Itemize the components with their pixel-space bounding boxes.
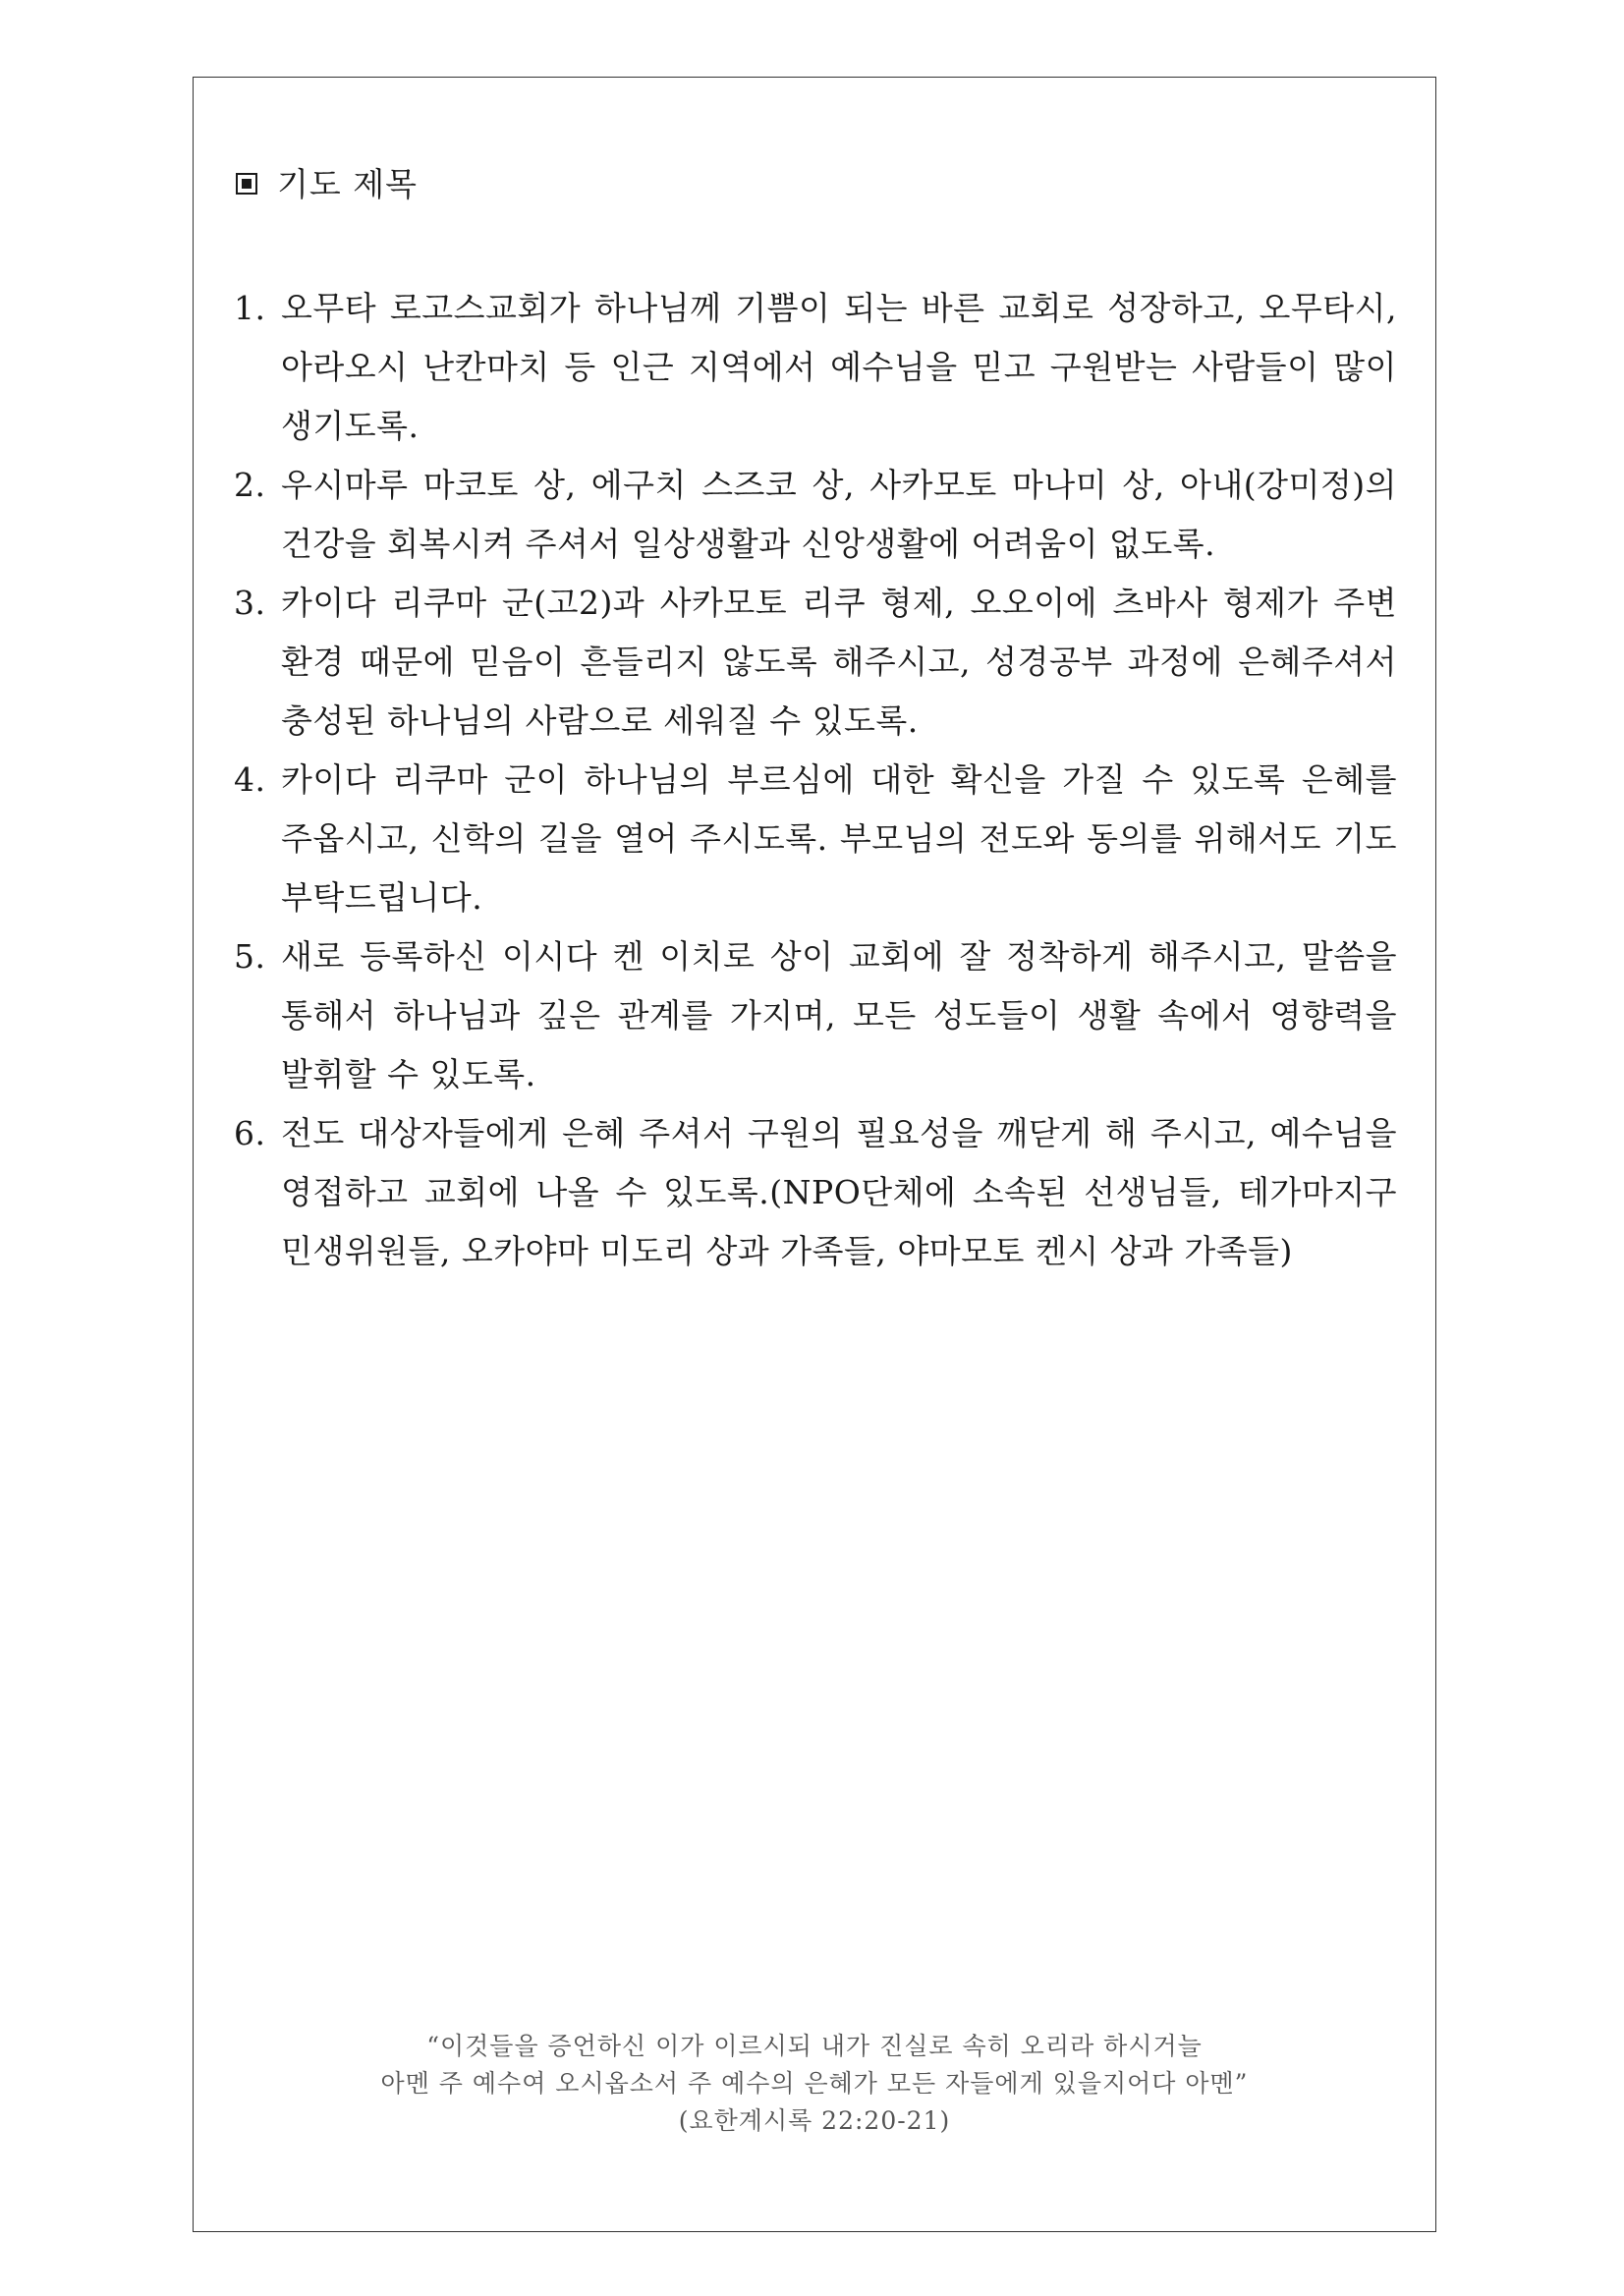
prayer-item-number: 2. bbox=[234, 466, 266, 504]
scripture-reference: (요한계시록 22:20-21) bbox=[678, 2106, 951, 2135]
prayer-item-text: 카이다 리쿠마 군(고2)과 사카모토 리쿠 형제, 오오이에 츠바사 형제가 주변 환경 때문에 믿음이 흔들리지 않도록 해주시고, 성경공부 과정에 은혜주셔서 충성된 하나님의 사람으로 세워질 수 있도록. bbox=[281, 584, 1397, 740]
prayer-item-text: 새로 등록하신 이시다 켄 이치로 상이 교회에 잘 정착하게 해주시고, 말씀을 통해서 하나님과 깊은 관계를 가지며, 모든 성도들이 생활 속에서 영향력을 발휘할 수 있도록. bbox=[281, 937, 1397, 1093]
scripture-quote-line-2: 아멘 주 예수여 오시옵소서 주 예수의 은혜가 모든 자들에게 있을지어다 아멘” bbox=[380, 2069, 1249, 2098]
prayer-item-text: 전도 대상자들에게 은혜 주셔서 구원의 필요성을 깨닫게 해 주시고, 예수님을 영접하고 교회에 나올 수 있도록.(NPO단체에 소속된 선생님들, 테가마지구 민생위원들, 오카야마 미도리 상과 가족들, 야마모토 켄시 상과 가족들) bbox=[281, 1114, 1397, 1270]
prayer-item-1 bbox=[234, 279, 1397, 456]
prayer-item-6 bbox=[234, 1104, 1397, 1281]
prayer-item-number: 3. bbox=[234, 584, 266, 622]
prayer-item-number: 5. bbox=[234, 937, 266, 976]
scripture-quote bbox=[193, 2028, 1436, 2140]
prayer-item-number: 1. bbox=[234, 289, 266, 327]
prayer-item-3 bbox=[234, 574, 1397, 751]
prayer-item-4 bbox=[234, 751, 1397, 927]
prayer-list bbox=[234, 279, 1397, 1281]
scripture-quote-line-1: “이것들을 증언하신 이가 이르시되 내가 진실로 속히 오리라 하시거늘 bbox=[426, 2032, 1203, 2060]
square-bullet-icon bbox=[236, 173, 257, 195]
section-heading-text: 기도 제목 bbox=[277, 165, 419, 203]
prayer-item-2 bbox=[234, 456, 1397, 574]
prayer-item-number: 6. bbox=[234, 1114, 266, 1152]
prayer-item-text: 카이다 리쿠마 군이 하나님의 부르심에 대한 확신을 가질 수 있도록 은혜를 주옵시고, 신학의 길을 열어 주시도록. 부모님의 전도와 동의를 위해서도 기도 부탁드립니다. bbox=[281, 760, 1397, 917]
prayer-item-5 bbox=[234, 927, 1397, 1104]
prayer-item-number: 4. bbox=[234, 760, 266, 799]
prayer-item-text: 우시마루 마코토 상, 에구치 스즈코 상, 사카모토 마나미 상, 아내(강미정)의 건강을 회복시켜 주셔서 일상생활과 신앙생활에 어려움이 없도록. bbox=[281, 466, 1397, 563]
section-heading bbox=[236, 165, 418, 204]
prayer-item-text: 오무타 로고스교회가 하나님께 기쁨이 되는 바른 교회로 성장하고, 오무타시, 아라오시 난칸마치 등 인근 지역에서 예수님을 믿고 구원받는 사람들이 많이 생기도록. bbox=[281, 289, 1397, 445]
